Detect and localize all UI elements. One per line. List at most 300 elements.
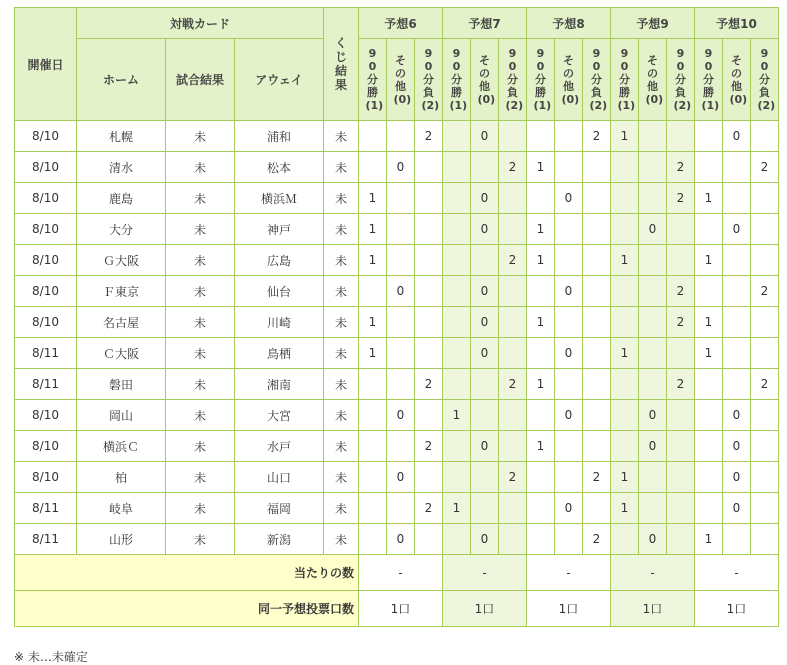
pick-cell-p7 — [443, 462, 471, 493]
pick-cell-p10 — [723, 524, 751, 555]
pick-cell-p9 — [639, 245, 667, 276]
pick-cell-p8 — [583, 183, 611, 214]
pick-cell-p9: 0 — [639, 400, 667, 431]
pick-cell-p10: 2 — [751, 152, 779, 183]
pick-cell-p9 — [639, 493, 667, 524]
pick-cell-p8 — [583, 431, 611, 462]
subheader-p6-2: 90分負(2) — [415, 39, 443, 121]
kuji-result-cell: 未 — [324, 307, 359, 338]
subheader-p7-0: 90分勝(1) — [443, 39, 471, 121]
subheader-p6-0: 90分勝(1) — [359, 39, 387, 121]
table-row — [15, 245, 779, 276]
pick-cell-p8 — [527, 493, 555, 524]
date-cell: 8/10 — [15, 462, 77, 493]
pick-cell-p7 — [499, 307, 527, 338]
pick-cell-p10 — [751, 121, 779, 152]
pick-cell-p8: 0 — [555, 400, 583, 431]
away-team-cell: 鳥栖 — [235, 338, 324, 369]
kuji-result-cell: 未 — [324, 493, 359, 524]
pick-cell-p10: 0 — [723, 400, 751, 431]
header-away: アウェイ — [235, 39, 324, 121]
pick-cell-p9 — [611, 400, 639, 431]
kuji-result-cell: 未 — [324, 276, 359, 307]
pick-cell-p8 — [555, 462, 583, 493]
pick-cell-p8: 1 — [527, 214, 555, 245]
pick-cell-p9: 1 — [611, 462, 639, 493]
pick-cell-p6 — [387, 493, 415, 524]
votes-row-label: 同一予想投票口数 — [15, 591, 359, 627]
pick-cell-p10 — [751, 400, 779, 431]
home-team-cell: 横浜Ｃ — [77, 431, 166, 462]
pick-cell-p6 — [387, 431, 415, 462]
pick-cell-p9 — [611, 524, 639, 555]
pick-cell-p7 — [471, 493, 499, 524]
match-result-cell: 未 — [166, 183, 235, 214]
home-team-cell: 岐阜 — [77, 493, 166, 524]
pick-cell-p9 — [667, 400, 695, 431]
pick-cell-p6: 1 — [359, 183, 387, 214]
pick-cell-p6: 1 — [359, 338, 387, 369]
hits-row-value-p6: - — [359, 555, 443, 591]
table-row — [15, 276, 779, 307]
pick-cell-p7: 0 — [471, 431, 499, 462]
pick-cell-p9: 0 — [639, 431, 667, 462]
kuji-result-cell: 未 — [324, 400, 359, 431]
pick-cell-p9 — [611, 369, 639, 400]
pick-cell-p6 — [415, 183, 443, 214]
away-team-cell: 浦和 — [235, 121, 324, 152]
pick-cell-p8: 1 — [527, 307, 555, 338]
header-result: 試合結果 — [166, 39, 235, 121]
pick-cell-p10: 1 — [695, 307, 723, 338]
pick-cell-p7: 0 — [471, 524, 499, 555]
pick-cell-p10 — [751, 462, 779, 493]
pick-cell-p8 — [583, 245, 611, 276]
pick-cell-p7 — [443, 183, 471, 214]
pick-cell-p10: 0 — [723, 462, 751, 493]
pick-cell-p6 — [387, 214, 415, 245]
subheader-p8-0: 90分勝(1) — [527, 39, 555, 121]
pick-cell-p9 — [611, 214, 639, 245]
pick-cell-p7 — [443, 121, 471, 152]
away-team-cell: 山口 — [235, 462, 324, 493]
pick-cell-p8 — [555, 152, 583, 183]
pick-cell-p7 — [499, 214, 527, 245]
pick-cell-p6 — [359, 431, 387, 462]
home-team-cell: 鹿島 — [77, 183, 166, 214]
date-cell: 8/10 — [15, 245, 77, 276]
pick-cell-p8 — [583, 493, 611, 524]
pick-cell-p8 — [555, 431, 583, 462]
pick-cell-p10: 0 — [723, 493, 751, 524]
pick-cell-p6 — [359, 524, 387, 555]
pick-cell-p7 — [443, 369, 471, 400]
toto-prediction-table — [14, 7, 779, 627]
table-row — [15, 431, 779, 462]
hits-row-value-p8: - — [527, 555, 611, 591]
header-kuji-result: くじ結果 — [324, 8, 359, 121]
votes-row-value-p8: 1口 — [527, 591, 611, 627]
match-result-cell: 未 — [166, 369, 235, 400]
pick-cell-p10: 0 — [723, 431, 751, 462]
subheader-p8-2: 90分負(2) — [583, 39, 611, 121]
pick-cell-p10 — [723, 183, 751, 214]
date-cell: 8/10 — [15, 276, 77, 307]
pick-cell-p6 — [415, 400, 443, 431]
pick-cell-p8 — [555, 121, 583, 152]
home-team-cell: 名古屋 — [77, 307, 166, 338]
pick-cell-p10 — [723, 307, 751, 338]
table-row — [15, 524, 779, 555]
pick-cell-p10 — [695, 369, 723, 400]
subheader-p8-1: その他(0) — [555, 39, 583, 121]
votes-row — [15, 591, 779, 627]
pick-cell-p6 — [415, 524, 443, 555]
home-team-cell: Ｇ大阪 — [77, 245, 166, 276]
pick-cell-p9: 1 — [611, 493, 639, 524]
pick-cell-p7: 0 — [471, 338, 499, 369]
pick-cell-p9 — [639, 462, 667, 493]
pick-cell-p10: 2 — [751, 369, 779, 400]
date-cell: 8/11 — [15, 369, 77, 400]
pick-cell-p9: 2 — [667, 369, 695, 400]
pick-cell-p9 — [667, 121, 695, 152]
pick-cell-p6: 0 — [387, 400, 415, 431]
away-team-cell: 神戸 — [235, 214, 324, 245]
pick-cell-p8 — [555, 369, 583, 400]
pick-cell-p8 — [583, 338, 611, 369]
pick-cell-p9 — [611, 431, 639, 462]
away-team-cell: 水戸 — [235, 431, 324, 462]
pick-cell-p9 — [667, 524, 695, 555]
home-team-cell: 岡山 — [77, 400, 166, 431]
pick-cell-p10 — [695, 214, 723, 245]
hits-row-value-p9: - — [611, 555, 695, 591]
pick-cell-p8 — [527, 400, 555, 431]
date-cell: 8/11 — [15, 338, 77, 369]
pick-cell-p7 — [471, 369, 499, 400]
votes-row-value-p6: 1口 — [359, 591, 443, 627]
pick-cell-p9: 0 — [639, 214, 667, 245]
table-row — [15, 152, 779, 183]
kuji-result-cell: 未 — [324, 462, 359, 493]
table-row — [15, 493, 779, 524]
pick-cell-p8 — [555, 245, 583, 276]
match-result-cell: 未 — [166, 338, 235, 369]
pick-cell-p8: 2 — [583, 462, 611, 493]
pick-cell-p7 — [499, 121, 527, 152]
header-prediction-7: 予想7 — [443, 8, 527, 39]
table-row — [15, 400, 779, 431]
pick-cell-p6 — [359, 152, 387, 183]
pick-cell-p9: 1 — [611, 338, 639, 369]
home-team-cell: 大分 — [77, 214, 166, 245]
pick-cell-p8: 2 — [583, 524, 611, 555]
pick-cell-p8: 1 — [527, 369, 555, 400]
pick-cell-p7 — [499, 276, 527, 307]
pick-cell-p10 — [751, 524, 779, 555]
kuji-result-cell: 未 — [324, 214, 359, 245]
pick-cell-p10 — [695, 431, 723, 462]
pick-cell-p8: 1 — [527, 245, 555, 276]
pick-cell-p8 — [583, 152, 611, 183]
pick-cell-p8 — [555, 524, 583, 555]
kuji-result-cell: 未 — [324, 121, 359, 152]
pick-cell-p6 — [415, 214, 443, 245]
subheader-p7-2: 90分負(2) — [499, 39, 527, 121]
pick-cell-p8 — [555, 214, 583, 245]
pick-cell-p6 — [359, 462, 387, 493]
home-team-cell: 磐田 — [77, 369, 166, 400]
away-team-cell: 大宮 — [235, 400, 324, 431]
pick-cell-p8: 0 — [555, 338, 583, 369]
pick-cell-p6: 2 — [415, 369, 443, 400]
pick-cell-p9 — [667, 431, 695, 462]
pick-cell-p7 — [471, 152, 499, 183]
pick-cell-p8 — [583, 400, 611, 431]
date-cell: 8/10 — [15, 400, 77, 431]
pick-cell-p10 — [695, 121, 723, 152]
pick-cell-p10 — [751, 214, 779, 245]
pick-cell-p10 — [723, 245, 751, 276]
kuji-result-cell: 未 — [324, 431, 359, 462]
match-result-cell: 未 — [166, 276, 235, 307]
pick-cell-p6 — [359, 121, 387, 152]
kuji-result-cell: 未 — [324, 338, 359, 369]
pick-cell-p8 — [527, 462, 555, 493]
pick-cell-p7: 1 — [443, 493, 471, 524]
votes-row-value-p10: 1口 — [695, 591, 779, 627]
pick-cell-p8 — [527, 338, 555, 369]
match-result-cell: 未 — [166, 524, 235, 555]
table-row — [15, 462, 779, 493]
pick-cell-p9 — [639, 369, 667, 400]
pick-cell-p9: 1 — [611, 245, 639, 276]
pick-cell-p7: 0 — [471, 214, 499, 245]
pick-cell-p9 — [611, 276, 639, 307]
pick-cell-p9: 2 — [667, 276, 695, 307]
pick-cell-p7 — [471, 245, 499, 276]
home-team-cell: 柏 — [77, 462, 166, 493]
match-result-cell: 未 — [166, 121, 235, 152]
pick-cell-p6 — [359, 493, 387, 524]
votes-row-value-p9: 1口 — [611, 591, 695, 627]
away-team-cell: 湘南 — [235, 369, 324, 400]
pick-cell-p6: 0 — [387, 152, 415, 183]
pick-cell-p8 — [527, 183, 555, 214]
pick-cell-p9 — [611, 152, 639, 183]
pick-cell-p7 — [443, 152, 471, 183]
pick-cell-p10: 1 — [695, 245, 723, 276]
pick-cell-p8 — [583, 276, 611, 307]
pick-cell-p7: 2 — [499, 245, 527, 276]
pick-cell-p8 — [583, 214, 611, 245]
pick-cell-p9: 2 — [667, 152, 695, 183]
header-prediction-6: 予想6 — [359, 8, 443, 39]
pick-cell-p7: 2 — [499, 369, 527, 400]
home-team-cell: 札幌 — [77, 121, 166, 152]
kuji-result-cell: 未 — [324, 183, 359, 214]
pick-cell-p6 — [415, 307, 443, 338]
subheader-p9-1: その他(0) — [639, 39, 667, 121]
match-result-cell: 未 — [166, 431, 235, 462]
pick-cell-p6: 2 — [415, 431, 443, 462]
kuji-result-cell: 未 — [324, 152, 359, 183]
pick-cell-p6: 0 — [387, 462, 415, 493]
pick-cell-p10 — [695, 462, 723, 493]
pick-cell-p9 — [667, 338, 695, 369]
pick-cell-p9 — [667, 245, 695, 276]
pick-cell-p10 — [723, 152, 751, 183]
pick-cell-p10 — [695, 152, 723, 183]
header-prediction-10: 予想10 — [695, 8, 779, 39]
pick-cell-p10 — [751, 245, 779, 276]
match-result-cell: 未 — [166, 152, 235, 183]
pick-cell-p10 — [723, 338, 751, 369]
pick-cell-p6 — [359, 276, 387, 307]
pick-cell-p9 — [639, 121, 667, 152]
table-row — [15, 307, 779, 338]
pick-cell-p10 — [695, 493, 723, 524]
pick-cell-p10: 0 — [723, 214, 751, 245]
pick-cell-p9: 2 — [667, 183, 695, 214]
pick-cell-p7: 0 — [471, 276, 499, 307]
pick-cell-p7: 2 — [499, 152, 527, 183]
kuji-result-cell: 未 — [324, 369, 359, 400]
pick-cell-p9 — [639, 338, 667, 369]
pick-cell-p10 — [695, 400, 723, 431]
pick-cell-p9 — [639, 152, 667, 183]
hits-row-value-p10: - — [695, 555, 779, 591]
header-date: 開催日 — [15, 8, 77, 121]
hits-row-label: 当たりの数 — [15, 555, 359, 591]
pick-cell-p7 — [499, 400, 527, 431]
pick-cell-p7 — [499, 183, 527, 214]
pick-cell-p9: 1 — [611, 121, 639, 152]
pick-cell-p8: 2 — [583, 121, 611, 152]
pick-cell-p8 — [555, 307, 583, 338]
pick-cell-p8: 0 — [555, 183, 583, 214]
subheader-p10-2: 90分負(2) — [751, 39, 779, 121]
pick-cell-p7 — [443, 431, 471, 462]
pick-cell-p9 — [667, 462, 695, 493]
votes-row-value-p7: 1口 — [443, 591, 527, 627]
date-cell: 8/10 — [15, 431, 77, 462]
pick-cell-p7 — [443, 276, 471, 307]
subheader-p10-1: その他(0) — [723, 39, 751, 121]
pick-cell-p10 — [723, 276, 751, 307]
home-team-cell: 山形 — [77, 524, 166, 555]
pick-cell-p7 — [499, 431, 527, 462]
pick-cell-p6: 1 — [359, 245, 387, 276]
pick-cell-p6 — [415, 276, 443, 307]
home-team-cell: Ｆ東京 — [77, 276, 166, 307]
pick-cell-p7: 0 — [471, 307, 499, 338]
date-cell: 8/10 — [15, 183, 77, 214]
match-result-cell: 未 — [166, 400, 235, 431]
pick-cell-p7 — [443, 524, 471, 555]
pick-cell-p7: 2 — [499, 462, 527, 493]
date-cell: 8/10 — [15, 121, 77, 152]
pick-cell-p10 — [695, 276, 723, 307]
footnote: ※ 未…未確定 — [14, 650, 88, 664]
pick-cell-p10 — [723, 369, 751, 400]
date-cell: 8/10 — [15, 307, 77, 338]
date-cell: 8/10 — [15, 152, 77, 183]
pick-cell-p6 — [359, 400, 387, 431]
header-prediction-9: 予想9 — [611, 8, 695, 39]
pick-cell-p8 — [583, 307, 611, 338]
pick-cell-p10 — [751, 183, 779, 214]
away-team-cell: 松本 — [235, 152, 324, 183]
table-row — [15, 214, 779, 245]
pick-cell-p6 — [387, 307, 415, 338]
pick-cell-p7 — [443, 307, 471, 338]
pick-cell-p8 — [527, 276, 555, 307]
pick-cell-p7 — [499, 524, 527, 555]
pick-cell-p9 — [667, 493, 695, 524]
match-result-cell: 未 — [166, 462, 235, 493]
subheader-p9-2: 90分負(2) — [667, 39, 695, 121]
kuji-result-cell: 未 — [324, 524, 359, 555]
pick-cell-p6: 0 — [387, 524, 415, 555]
pick-cell-p8 — [583, 369, 611, 400]
subheader-p7-1: その他(0) — [471, 39, 499, 121]
pick-cell-p6: 1 — [359, 307, 387, 338]
pick-cell-p9 — [639, 307, 667, 338]
match-result-cell: 未 — [166, 214, 235, 245]
subheader-p6-1: その他(0) — [387, 39, 415, 121]
pick-cell-p6: 1 — [359, 214, 387, 245]
subheader-p9-0: 90分勝(1) — [611, 39, 639, 121]
home-team-cell: Ｃ大阪 — [77, 338, 166, 369]
date-cell: 8/10 — [15, 214, 77, 245]
pick-cell-p7 — [499, 493, 527, 524]
pick-cell-p6 — [415, 338, 443, 369]
pick-cell-p6 — [387, 245, 415, 276]
pick-cell-p6 — [387, 369, 415, 400]
pick-cell-p6 — [387, 183, 415, 214]
pick-cell-p8 — [527, 121, 555, 152]
pick-cell-p7 — [499, 338, 527, 369]
pick-cell-p7 — [443, 245, 471, 276]
match-result-cell: 未 — [166, 307, 235, 338]
pick-cell-p7 — [471, 462, 499, 493]
pick-cell-p6: 0 — [387, 276, 415, 307]
pick-cell-p10: 1 — [695, 338, 723, 369]
header-prediction-8: 予想8 — [527, 8, 611, 39]
pick-cell-p7 — [443, 214, 471, 245]
pick-cell-p10: 0 — [723, 121, 751, 152]
pick-cell-p6 — [415, 245, 443, 276]
pick-cell-p10: 1 — [695, 183, 723, 214]
pick-cell-p9: 2 — [667, 307, 695, 338]
pick-cell-p7: 1 — [443, 400, 471, 431]
away-team-cell: 川崎 — [235, 307, 324, 338]
pick-cell-p9: 0 — [639, 524, 667, 555]
away-team-cell: 横浜Ｍ — [235, 183, 324, 214]
pick-cell-p6: 2 — [415, 121, 443, 152]
pick-cell-p9 — [611, 183, 639, 214]
pick-cell-p6 — [415, 462, 443, 493]
hits-row — [15, 555, 779, 591]
pick-cell-p8: 0 — [555, 493, 583, 524]
table-row — [15, 121, 779, 152]
pick-cell-p10 — [751, 307, 779, 338]
pick-cell-p10 — [751, 493, 779, 524]
table-row — [15, 338, 779, 369]
kuji-result-cell: 未 — [324, 245, 359, 276]
